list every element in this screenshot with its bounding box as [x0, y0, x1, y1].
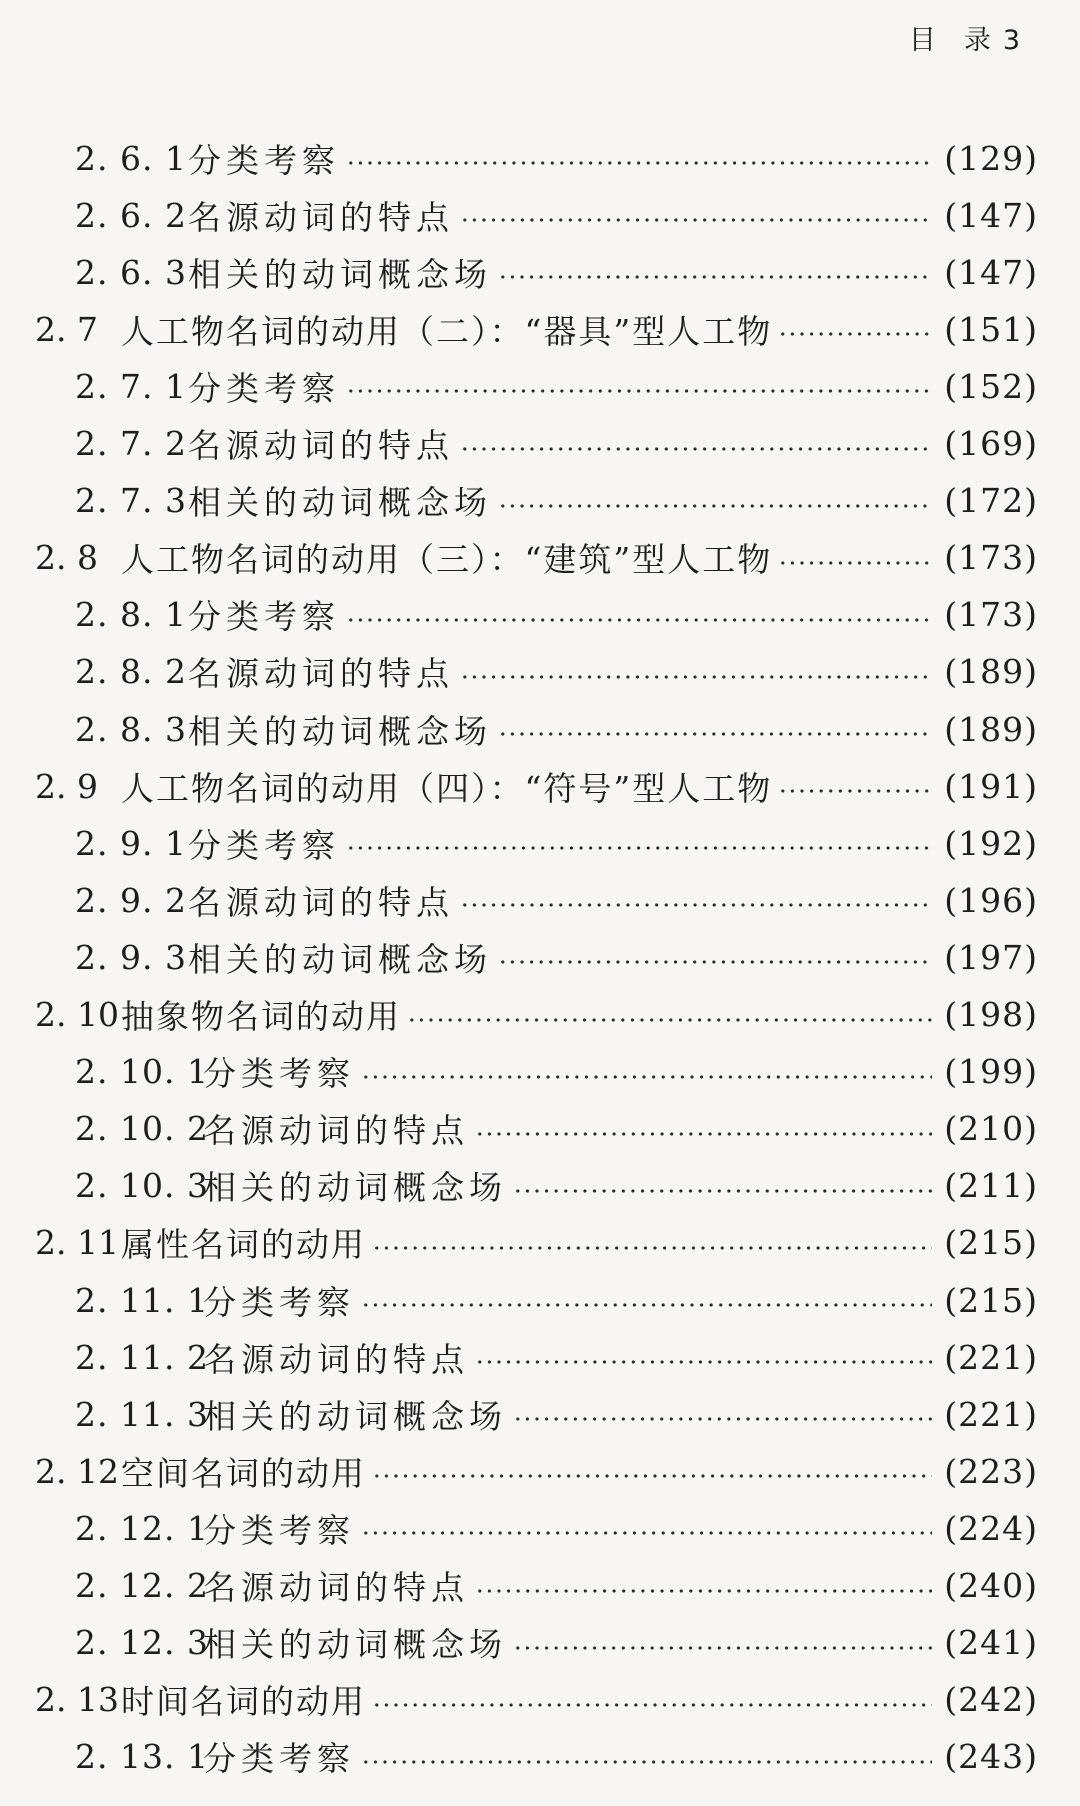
entry-page-number: (151) [944, 309, 1038, 349]
entry-page-number: (169) [944, 424, 1038, 463]
entry-number: 2. 11 [35, 1223, 119, 1263]
entry-title: 相关的动词概念场 [203, 1168, 507, 1208]
entry-title: 相关的动词概念场 [188, 483, 492, 523]
toc-subsection-entry [75, 590, 1038, 640]
entry-number: 2. 6. 1 [75, 138, 187, 178]
entry-title: 名源动词的特点 [188, 426, 454, 465]
toc-subsection-entry [75, 476, 1038, 526]
entry-title: 相关的动词概念场 [203, 1625, 507, 1665]
entry-page-number: (196) [944, 880, 1038, 920]
entry-number: 2. 12. 2 [75, 1566, 209, 1605]
entry-page-number: (173) [944, 595, 1038, 635]
entry-number: 2. 13. 1 [75, 1737, 209, 1777]
entry-page-number: (172) [944, 481, 1038, 521]
entry-number: 2. 11. 1 [75, 1280, 209, 1320]
entry-title: 相关的动词概念场 [188, 254, 492, 294]
entry-number: 2. 7. 2 [75, 424, 187, 463]
entry-page-number: (199) [944, 1052, 1038, 1092]
running-head-word-1: 目 [908, 25, 938, 56]
entry-number: 2. 13 [35, 1680, 119, 1720]
entry-page-number: (191) [944, 766, 1038, 806]
entry-number: 2. 6. 3 [75, 252, 187, 292]
dot-leader [498, 504, 932, 508]
toc-section-entry [35, 1218, 1038, 1268]
entry-title: 抽象物名词的动用 [121, 997, 401, 1036]
entry-number: 2. 10. 3 [75, 1166, 209, 1206]
entry-page-number: (192) [944, 823, 1038, 863]
dot-leader [460, 903, 932, 907]
entry-page-number: (240) [944, 1566, 1038, 1605]
dot-leader [361, 1760, 932, 1764]
toc-subsection-entry [75, 647, 1038, 697]
toc-subsection-entry [75, 419, 1038, 469]
toc-subsection-entry [75, 247, 1038, 297]
entry-number: 2. 10 [35, 995, 119, 1034]
entry-number: 2. 7 [35, 309, 98, 349]
entry-page-number: (242) [944, 1680, 1038, 1720]
entry-title: 分类考察 [203, 1510, 355, 1550]
entry-number: 2. 10. 1 [75, 1052, 209, 1092]
dot-leader [475, 1360, 932, 1364]
entry-number: 2. 7. 3 [75, 481, 187, 521]
entry-title: 名源动词的特点 [203, 1568, 469, 1607]
toc-subsection-entry [75, 875, 1038, 925]
dot-leader [460, 218, 932, 222]
entry-page-number: (221) [944, 1337, 1038, 1377]
toc-section-entry [35, 761, 1038, 811]
entry-page-number: (215) [944, 1223, 1038, 1263]
entry-number: 2. 12. 3 [75, 1623, 209, 1663]
toc-subsection-entry [75, 361, 1038, 411]
entry-title: 属性名词的动用 [121, 1225, 366, 1265]
toc-subsection-entry [75, 1275, 1038, 1325]
dot-leader [498, 732, 932, 736]
toc-subsection-entry [75, 1561, 1038, 1611]
entry-title: 时间名词的动用 [121, 1682, 366, 1722]
dot-leader [361, 1303, 932, 1307]
dot-leader [361, 1075, 932, 1079]
entry-number: 2. 9 [35, 766, 98, 806]
entry-number: 2. 11. 3 [75, 1394, 209, 1434]
entry-title: 名源动词的特点 [188, 882, 454, 922]
entry-page-number: (215) [944, 1280, 1038, 1320]
dot-leader [513, 1417, 932, 1421]
entry-page-number: (210) [944, 1109, 1038, 1149]
page-number: 3 [1002, 25, 1022, 56]
dot-leader [475, 1589, 932, 1593]
entry-page-number: (223) [944, 1451, 1038, 1491]
toc-subsection-entry [75, 932, 1038, 982]
toc-section-entry [35, 304, 1038, 354]
entry-page-number: (241) [944, 1623, 1038, 1663]
entry-page-number: (147) [944, 195, 1038, 235]
entry-title: 名源动词的特点 [203, 1339, 469, 1379]
entry-title: 相关的动词概念场 [188, 711, 492, 751]
entry-title: 名源动词的特点 [188, 197, 454, 237]
dot-leader [778, 789, 932, 793]
dot-leader [498, 275, 932, 279]
running-head [909, 18, 1022, 57]
dot-leader [346, 389, 932, 393]
entry-title: 名源动词的特点 [188, 654, 454, 694]
toc-subsection-entry [75, 1618, 1038, 1668]
toc-section-entry [35, 990, 1038, 1040]
dot-leader [498, 960, 932, 964]
toc-subsection-entry [75, 1104, 1038, 1154]
entry-number: 2. 9. 1 [75, 823, 187, 863]
entry-number: 2. 10. 2 [75, 1109, 209, 1149]
entry-title: 分类考察 [188, 368, 340, 408]
toc-subsection-entry [75, 1732, 1038, 1782]
dot-leader [346, 161, 932, 165]
entry-title: 分类考察 [203, 1054, 355, 1094]
toc-subsection-entry [75, 1332, 1038, 1382]
dot-leader [513, 1646, 932, 1650]
entry-number: 2. 9. 3 [75, 937, 187, 977]
entry-number: 2. 9. 2 [75, 880, 187, 920]
dot-leader [460, 675, 932, 679]
toc-subsection-entry [75, 1503, 1038, 1553]
entry-number: 2. 12 [35, 1451, 119, 1491]
dot-leader [372, 1703, 932, 1707]
dot-leader [372, 1474, 932, 1478]
toc-subsection-entry [75, 133, 1038, 183]
entry-number: 2. 6. 2 [75, 195, 187, 235]
dot-leader [778, 332, 932, 336]
toc-section-entry [35, 1446, 1038, 1496]
entry-number: 2. 8. 1 [75, 595, 187, 635]
entry-title: 分类考察 [188, 140, 340, 180]
entry-page-number: (197) [944, 937, 1038, 977]
dot-leader [460, 447, 932, 451]
entry-page-number: (189) [944, 652, 1038, 692]
entry-title: 名源动词的特点 [203, 1111, 469, 1151]
entry-number: 2. 8. 2 [75, 652, 187, 692]
entry-page-number: (147) [944, 252, 1038, 292]
entry-title: 人工物名词的动用（二）：“器具”型人工物 [121, 311, 773, 351]
dot-leader [513, 1189, 932, 1193]
entry-page-number: (129) [944, 138, 1038, 178]
entry-page-number: (152) [944, 366, 1038, 406]
entry-page-number: (189) [944, 709, 1038, 749]
entry-page-number: (198) [944, 995, 1038, 1034]
dot-leader [407, 1018, 932, 1022]
entry-page-number: (211) [944, 1166, 1038, 1206]
dot-leader [778, 561, 932, 565]
entry-number: 2. 12. 1 [75, 1508, 209, 1548]
running-head-word-2: 录 [963, 25, 993, 56]
entry-number: 2. 8. 3 [75, 709, 187, 749]
entry-title: 人工物名词的动用（四）：“符号”型人工物 [121, 768, 773, 808]
entry-title: 空间名词的动用 [121, 1453, 366, 1493]
entry-page-number: (221) [944, 1394, 1038, 1434]
toc-subsection-entry [75, 1047, 1038, 1097]
toc-section-entry [35, 1675, 1038, 1725]
dot-leader [372, 1246, 932, 1250]
entry-page-number: (173) [944, 538, 1038, 578]
entry-title: 分类考察 [188, 597, 340, 637]
dot-leader [475, 1132, 932, 1136]
toc-subsection-entry [75, 818, 1038, 868]
toc-section-entry [35, 533, 1038, 583]
entry-title: 分类考察 [188, 825, 340, 865]
entry-page-number: (224) [944, 1508, 1038, 1548]
entry-page-number: (243) [944, 1737, 1038, 1777]
dot-leader [346, 618, 932, 622]
entry-title: 相关的动词概念场 [203, 1396, 507, 1436]
entry-number: 2. 7. 1 [75, 366, 187, 406]
dot-leader [346, 846, 932, 850]
toc-subsection-entry [75, 190, 1038, 240]
entry-title: 人工物名词的动用（三）：“建筑”型人工物 [121, 540, 773, 580]
entry-title: 分类考察 [203, 1739, 355, 1779]
toc-subsection-entry [75, 704, 1038, 754]
entry-title: 分类考察 [203, 1282, 355, 1322]
entry-title: 相关的动词概念场 [188, 939, 492, 979]
dot-leader [361, 1531, 932, 1535]
entry-number: 2. 8 [35, 538, 98, 578]
toc-subsection-entry [75, 1389, 1038, 1439]
entry-number: 2. 11. 2 [75, 1337, 209, 1377]
toc-subsection-entry [75, 1161, 1038, 1211]
